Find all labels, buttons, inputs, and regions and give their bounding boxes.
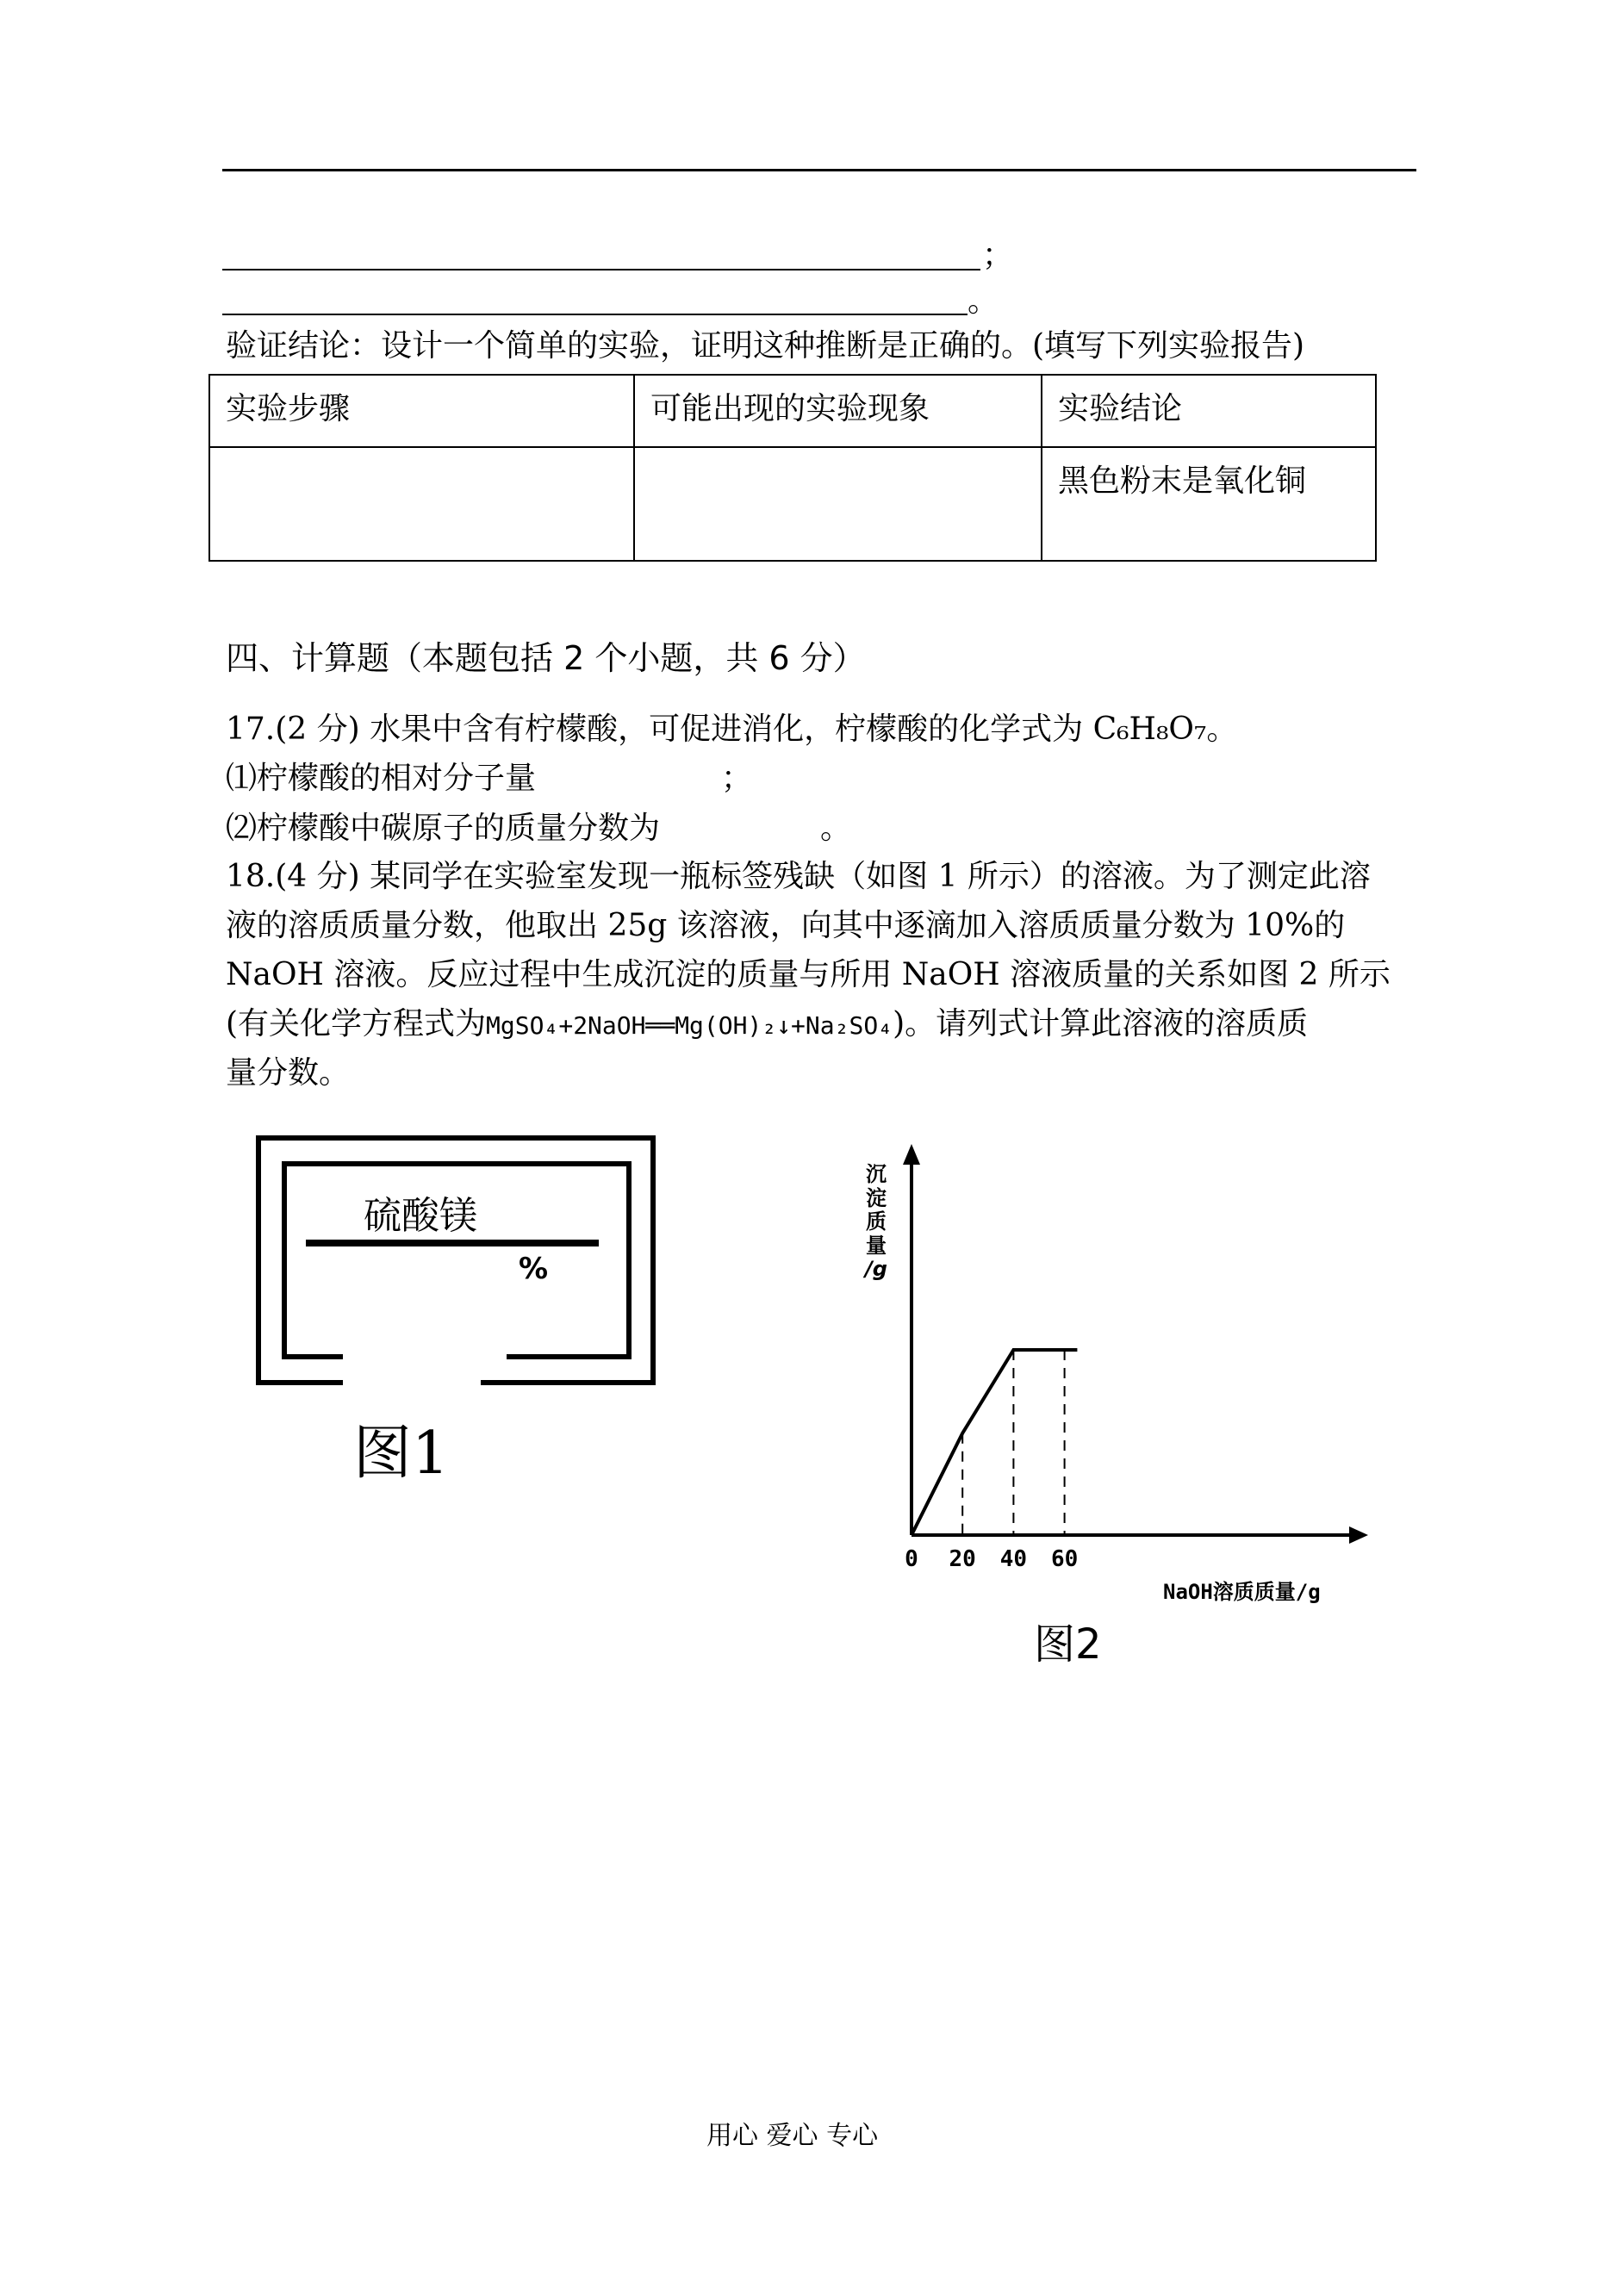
q17-intro bbox=[226, 711, 1237, 748]
figure-1-caption: 图1 bbox=[353, 1420, 450, 1488]
figure-2-caption: 图2 bbox=[1034, 1620, 1102, 1669]
q18-equation: MgSO₄+2NaOH══Mg(OH)₂↓+Na₂SO₄ bbox=[486, 1011, 893, 1040]
verify-conclusion-text: 验证结论：设计一个简单的实验，证明这种推断是正确的。(填写下列实验报告) bbox=[226, 328, 1305, 364]
q18-line-4-pre: (有关化学方程式为 bbox=[226, 1006, 487, 1041]
q18-line-4-post: )。请列式计算此溶液的溶质质 bbox=[893, 1006, 1309, 1041]
q17-part2-end: 。 bbox=[820, 811, 852, 846]
q18-line-4 bbox=[226, 1005, 1308, 1042]
q17-part2 bbox=[226, 810, 852, 847]
figure-1 bbox=[250, 1133, 689, 1495]
table-row bbox=[209, 447, 1376, 561]
x-tick-label: 20 bbox=[949, 1546, 976, 1572]
table-header-cell: 实验步骤 bbox=[209, 375, 634, 447]
y-axis-label-char: /g bbox=[865, 1257, 887, 1282]
page-footer: 用心 爱心 专心 bbox=[706, 2121, 879, 2151]
x-tick-label: 0 bbox=[905, 1546, 918, 1572]
label-text: 硫酸镁 bbox=[364, 1194, 477, 1238]
section-title: 四、计算题（本题包括 2 个小题，共 6 分） bbox=[226, 639, 866, 677]
label-percent: % bbox=[519, 1252, 549, 1286]
q17-intro-text: 17.(2 分) 水果中含有柠檬酸，可促进消化，柠檬酸的化学式为 bbox=[226, 712, 1093, 747]
x-axis-label: NaOH溶质质量/g bbox=[1163, 1580, 1321, 1604]
table-header-cell: 可能出现的实验现象 bbox=[634, 375, 1042, 447]
x-tick-label: 40 bbox=[999, 1546, 1028, 1572]
table-cell[interactable] bbox=[634, 447, 1042, 561]
table-header-cell: 实验结论 bbox=[1042, 375, 1376, 447]
q18-line-3: NaOH 溶液。反应过程中生成沉淀的质量与所用 NaOH 溶液质量的关系如图 2 所示 bbox=[226, 957, 1391, 992]
label-outer-frame bbox=[258, 1138, 653, 1383]
q17-formula: C₆H₈O₇。 bbox=[1092, 712, 1238, 747]
table-cell[interactable] bbox=[209, 447, 634, 561]
table-cell: 黑色粉末是氧化铜 bbox=[1042, 447, 1376, 561]
y-axis-arrow bbox=[903, 1144, 920, 1165]
y-axis-label bbox=[863, 1163, 889, 1282]
answer-blank-1 bbox=[222, 269, 980, 270]
answer-blank-1-end: ； bbox=[982, 238, 1014, 273]
q18-line-2: 液的溶质质量分数，他取出 25g 该溶液，向其中逐滴加入溶质质量分数为 10%的 bbox=[226, 908, 1346, 943]
x-axis-arrow bbox=[1349, 1526, 1368, 1544]
header-rule bbox=[222, 169, 1416, 171]
experiment-report-table bbox=[208, 374, 1377, 562]
y-axis-label-char: 淀 bbox=[866, 1185, 887, 1210]
q17-part1 bbox=[226, 760, 753, 797]
figure-2-chart bbox=[853, 1128, 1413, 1680]
q18-line-1: 18.(4 分) 某同学在实验室发现一瓶标签残缺（如图 1 所示）的溶液。为了测定此溶 bbox=[226, 859, 1371, 894]
q17-part1-end: ； bbox=[721, 761, 753, 796]
y-axis-label-char: 沉 bbox=[866, 1162, 887, 1186]
data-line bbox=[912, 1350, 1077, 1535]
y-axis-label-char: 量 bbox=[866, 1233, 887, 1258]
figure-2 bbox=[853, 1128, 1413, 1680]
answer-blank-2 bbox=[222, 314, 968, 315]
x-tick-label: 60 bbox=[1050, 1546, 1079, 1572]
q18-line-5: 量分数。 bbox=[226, 1055, 351, 1091]
y-axis-label-char: 质 bbox=[866, 1209, 887, 1234]
q17-part2-label: ⑵柠檬酸中碳原子的质量分数为 bbox=[226, 811, 661, 846]
answer-blank-2-end: 。 bbox=[968, 283, 999, 319]
table-header-row bbox=[209, 375, 1376, 447]
q17-part1-label: ⑴柠檬酸的相对分子量 bbox=[226, 761, 537, 796]
